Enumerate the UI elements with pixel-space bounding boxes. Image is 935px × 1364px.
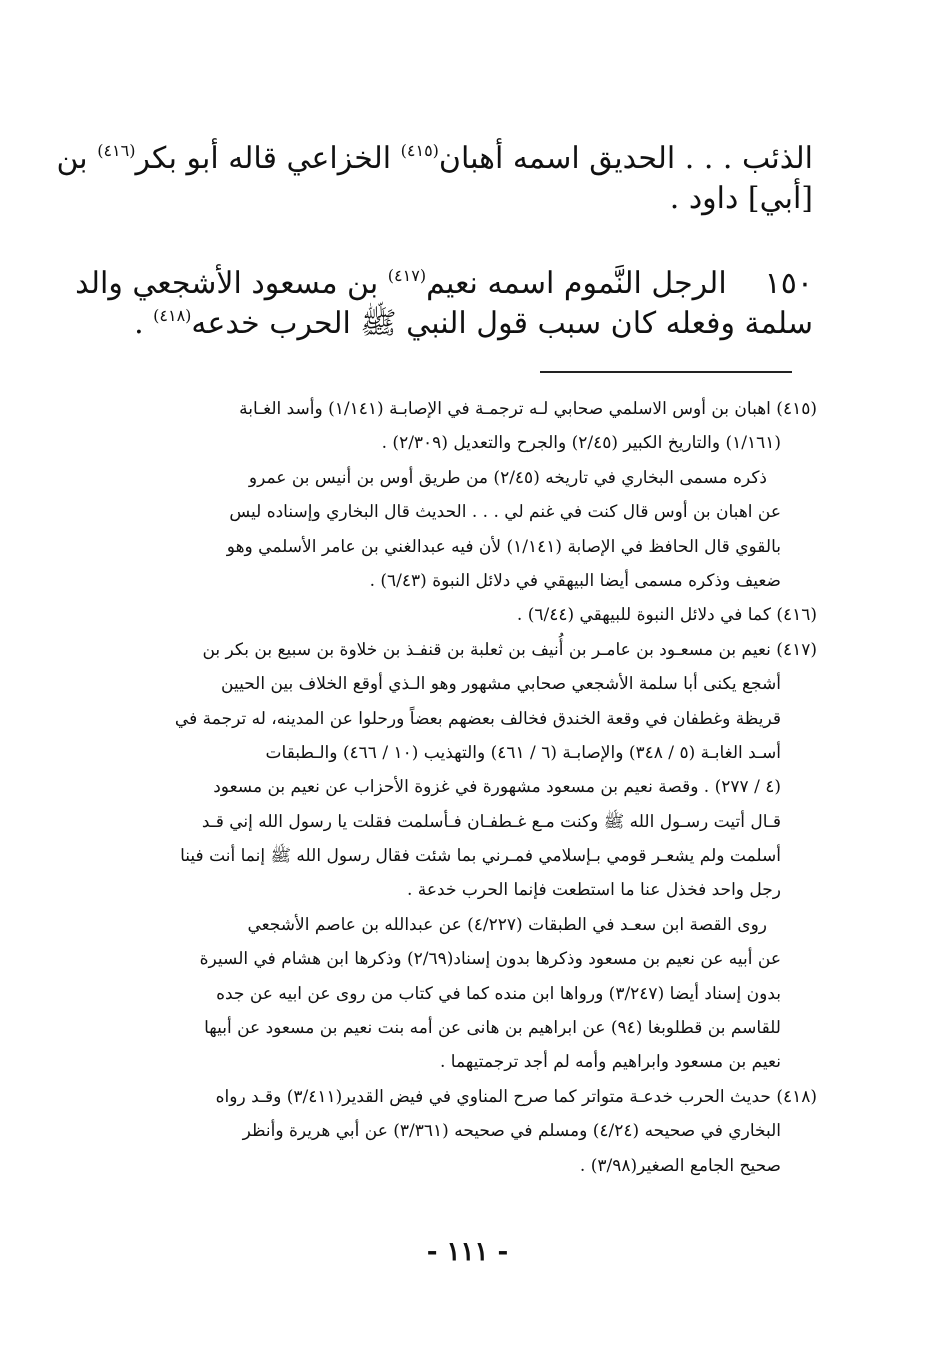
main-text-segment: الذئب . . . الحديق اسمه أهبان xyxy=(438,141,813,176)
footnote-divider xyxy=(540,371,792,373)
footnote-line: (٤١٨) حديث الحرب خدعـة متواتر كما صرح المناوي في فيض القدير(٣/٤١١) وقـد رواه xyxy=(215,1086,817,1107)
main-line: [أبي] داود . xyxy=(669,181,813,216)
main-line xyxy=(56,139,813,179)
footnote-line: عن اهبان بن أوس قال كنت في غنم لي . . . الحديث قال البخاري وإسناده ليس xyxy=(229,502,781,523)
footnote-ref[interactable]: (٤١٥) xyxy=(400,141,439,160)
footnote-418 xyxy=(117,1080,817,1183)
main-text-segment: . xyxy=(134,306,154,341)
footnote-line: (٤١٦) كما في دلائل النبوة للبيهقي (٦/٤٤) . xyxy=(516,605,817,626)
page-number: - ١١١ - xyxy=(426,1237,509,1267)
main-text-segment: بن xyxy=(56,141,98,176)
footnote-ref[interactable]: (٤١٦) xyxy=(97,141,136,160)
footnote-line: قـال أتيت رسـول الله ﷺ وكنت مـع غـطفـان فـأسلمت فقلت يا رسول الله إني قـد xyxy=(201,811,781,832)
footnote-ref[interactable]: (٤١٨) xyxy=(153,306,192,325)
main-entry-continuation xyxy=(56,139,813,219)
footnote-line: أشجع يكنى أبا سلمة الأشجعي صحابي مشهور وهو الـذي أوقع الخلاف بين الحيين xyxy=(221,674,781,695)
footnote-line: بدون إسناد أيضا (٣/٢٤٧) ورواها ابن منده كما في كتاب من روى عن ابيه عن جده xyxy=(216,983,781,1004)
footnote-415 xyxy=(117,392,817,598)
footnote-line: صحيح الجامع الصغير(٣/٩٨) . xyxy=(579,1155,781,1176)
footnote-line: بالقوي قال الحافظ في الإصابة (١/١٤١) لأن فيه عبدالغني بن عامر الأسلمي وهو xyxy=(226,536,781,557)
entry-number: ١٥٠ xyxy=(764,266,813,301)
footnote-line: أسـد الغابـة (٥ / ٣٤٨) والإصابـة (٦ / ٤٦١) والتهذيب (١٠ / ٤٦٦) والـطبقات xyxy=(265,742,781,763)
main-text-segment: الخزاعي قاله أبو بكر xyxy=(135,141,401,176)
main-line xyxy=(123,304,813,344)
footnote-line: (٤١٥) اهبان بن أوس الاسلمي صحابي لـه ترجمـة في الإصابـة (١/١٤١) وأسد الغـابة xyxy=(239,399,817,419)
footnote-416 xyxy=(117,598,817,632)
main-text-segment: بن مسعود الأشجعي والد xyxy=(75,266,388,301)
footnote-line: البخاري في صحيحه (٤/٢٤) ومسلم في صحيحه (٣/٣٦١) عن أبي هريرة وأنظر xyxy=(242,1121,781,1142)
footnote-line: (٤ / ٢٧٧) . وقصة نعيم بن مسعود مشهورة في غزوة الأحزاب عن نعيم بن مسعود xyxy=(213,777,781,798)
footnote-ref[interactable]: (٤١٧) xyxy=(387,266,427,285)
footnote-line: عن أبيه عن نعيم بن مسعود وذكرها بدون إسناد(٢/٦٩) وذكرها ابن هشام في السيرة xyxy=(199,949,781,970)
footnote-line: رجل واحد فخذل عنا ما استطعت فإنما الحرب خدعة . xyxy=(406,880,781,901)
footnote-line: أسلمت ولم يشعـر قومي بـإسلامي فمـرني بما شئت فقال رسول الله ﷺ إنما أنت فينا xyxy=(180,846,781,867)
footnote-417 xyxy=(117,633,817,1080)
footnote-line: ضعيف وذكره مسمى أيضا البيهقي في دلائل النبوة (٦/٤٣) . xyxy=(369,570,781,591)
footnote-line: قريظة وغطفان في وقعة الخندق فخالف بعضهم بعضاً ورحلوا عن المدينه، له ترجمة في xyxy=(174,708,781,729)
footnote-line: للقاسم بن قطلوبغا (٩٤) عن ابراهيم بن هانى عن أمه بنت نعيم بن مسعود عن أبيها xyxy=(204,1018,781,1039)
main-entry-150 xyxy=(75,264,813,344)
main-text-segment: الرجل النَّموم اسمه نعيم xyxy=(426,266,727,301)
footnote-line: نعيم بن مسعود وابراهيم وأمه لم أجد ترجمتيهما . xyxy=(439,1052,781,1073)
footnote-line: (٤١٧) نعيم بن مسعـود بن عامـر بن أُنيف بن ثعلبة بن قنفـذ بن خلاوة بن سبيع بن بكر بن xyxy=(202,639,817,660)
footnote-line: روى القصة ابن سعـد في الطبقات (٤/٢٢٧) عن عبدالله بن عاصم الأشجعي xyxy=(247,914,767,935)
footnote-line: ذكره مسمى البخاري في تاريخه (٢/٤٥) من طريق أوس بن أنيس بن عمرو xyxy=(248,467,767,488)
main-text-segment: سلمة وفعله كان سبب قول النبي ﷺ الحرب خدعه xyxy=(191,306,813,341)
footnotes-section xyxy=(117,392,817,1183)
main-line xyxy=(75,264,813,304)
footnote-line: (١/١٦١) والتاريخ الكبير (٢/٤٥) والجرح والتعديل (٢/٣٠٩) . xyxy=(381,433,781,454)
